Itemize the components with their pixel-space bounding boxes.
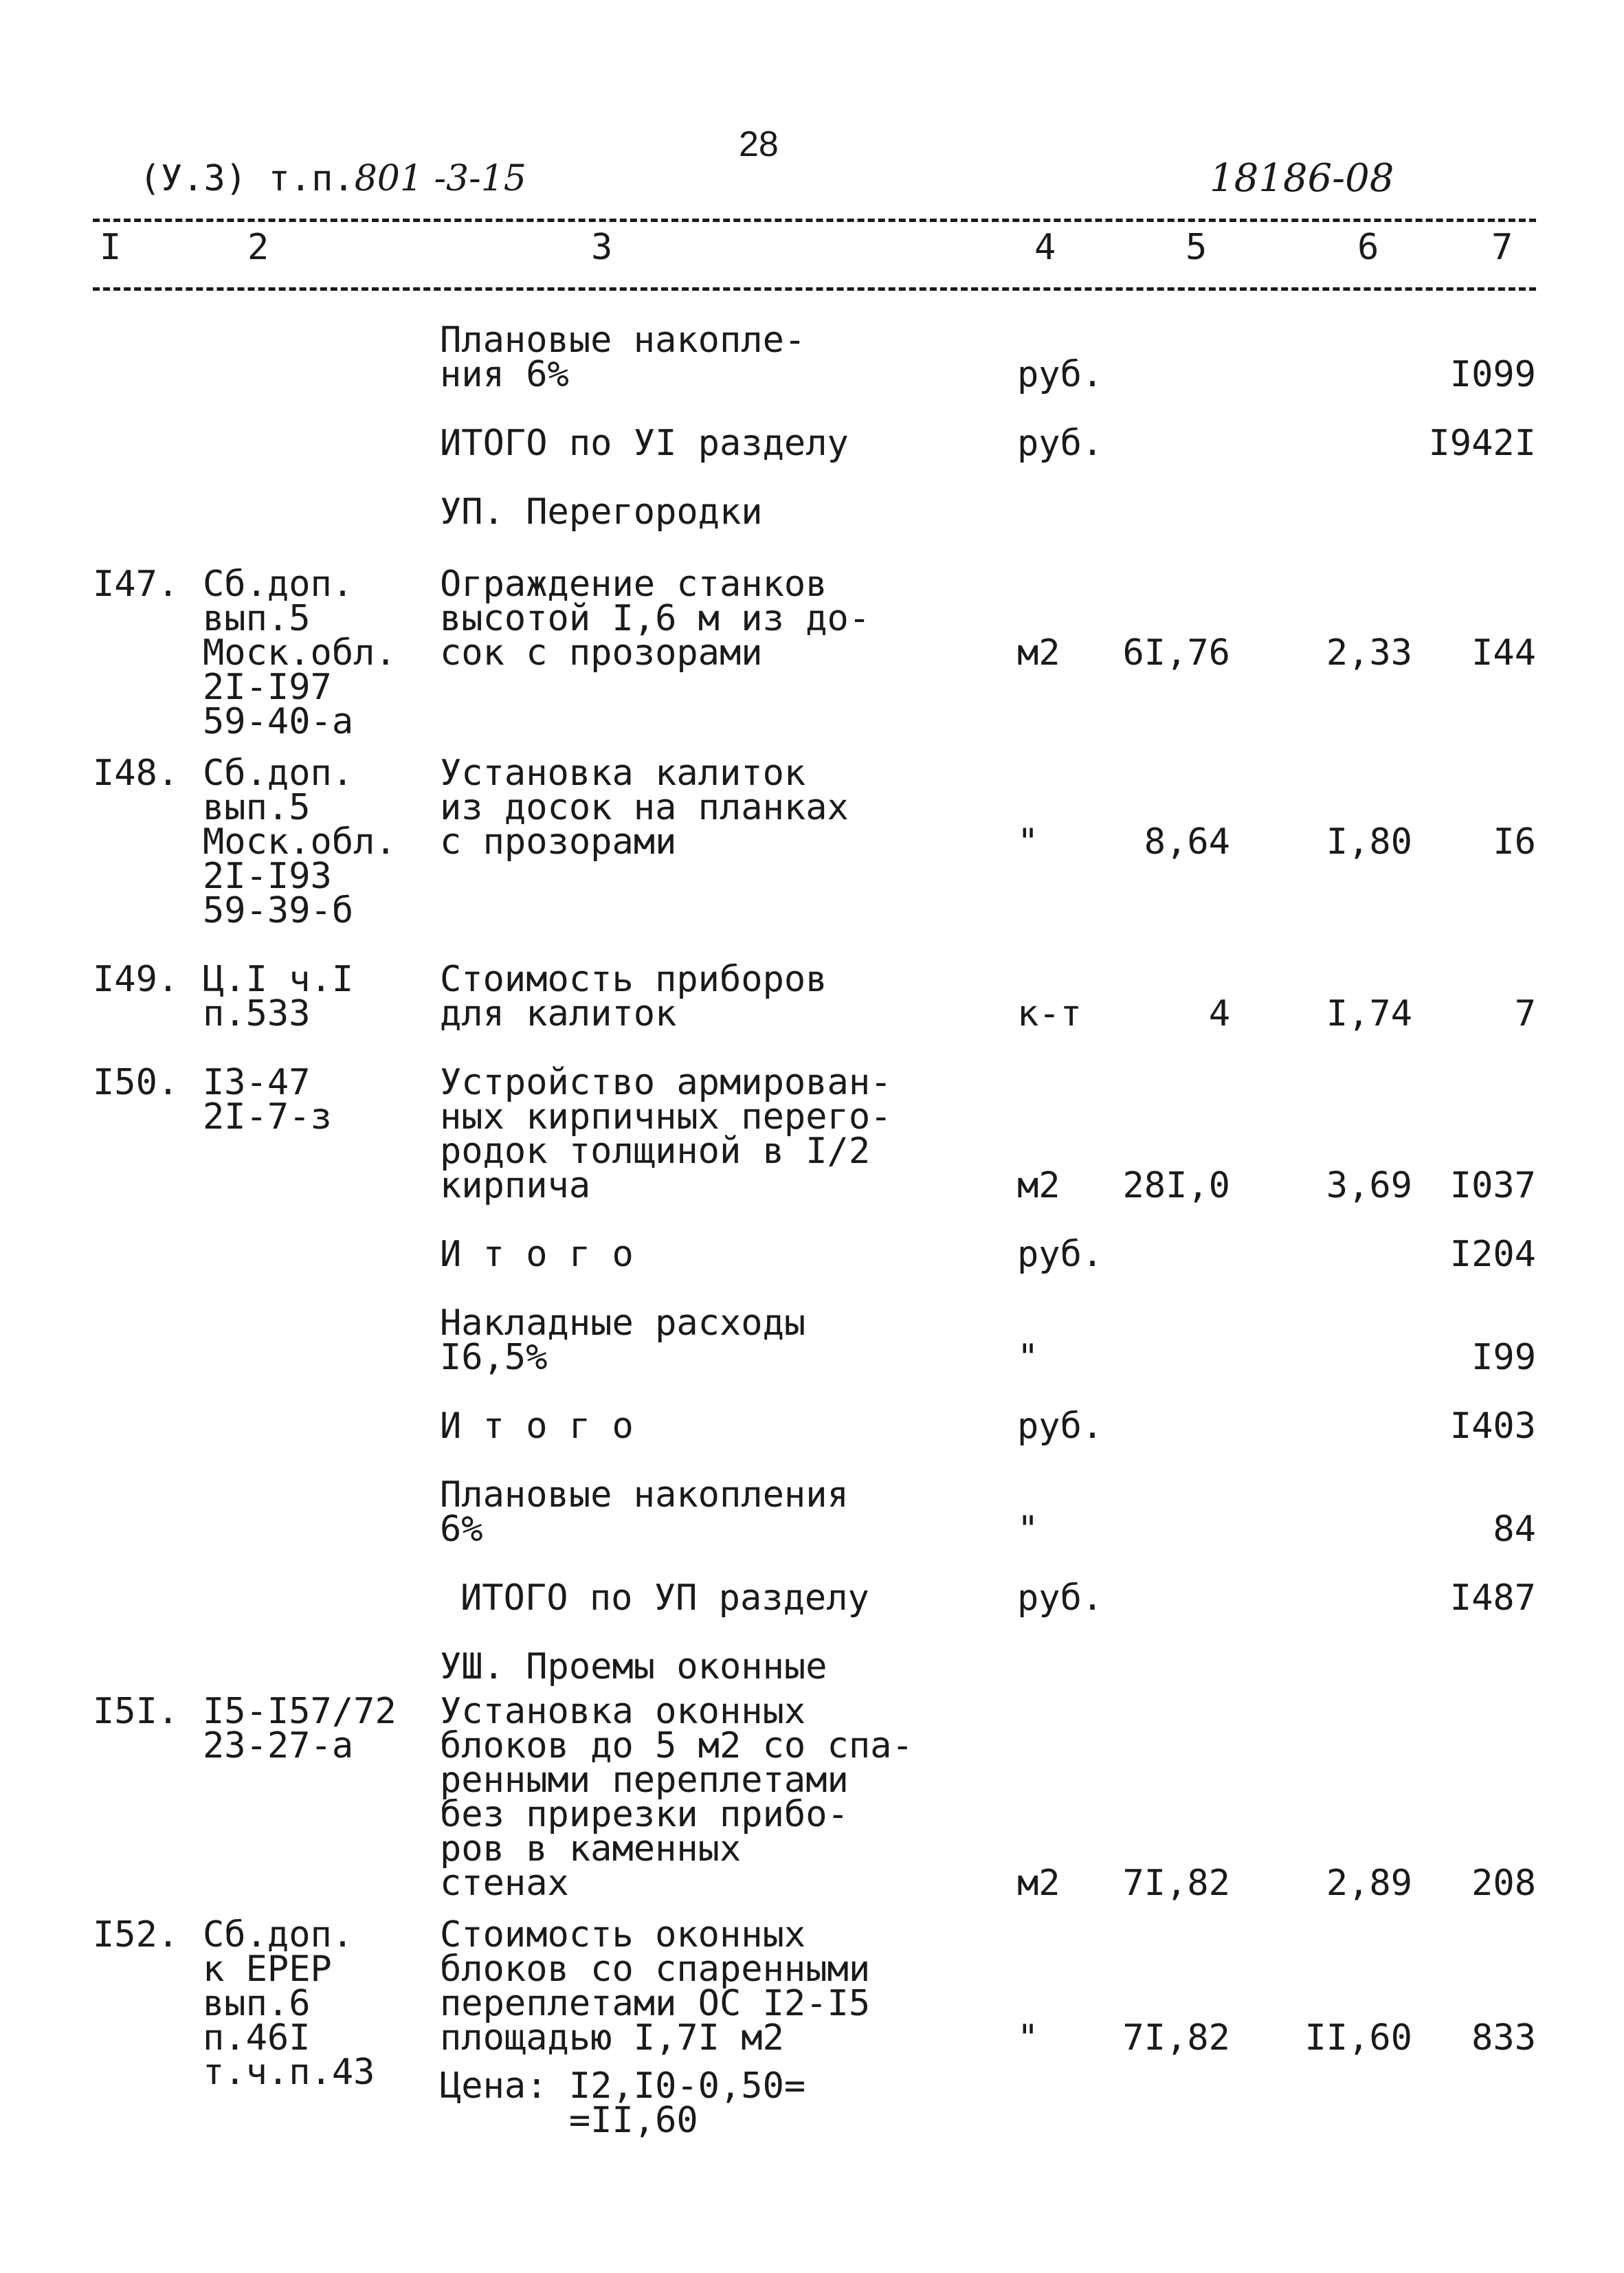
row-price: II,60 [1304,2017,1412,2059]
row-number: I48. [93,753,179,794]
row-quantity: 7I,82 [1122,1863,1230,1904]
row-description: ИТОГО по УI разделу [440,423,849,464]
col-header-7: 7 [1491,227,1513,268]
col-header-1: I [100,227,122,268]
row-description: ИТОГО по УП разделу [460,1577,869,1619]
row-description: Стоимость приборов для калиток [440,959,827,1034]
row-number: I50. [93,1062,179,1103]
row-unit: м2 [1017,1165,1060,1206]
row-price: I,74 [1326,993,1412,1034]
row-description: Накладные расходы I6,5% [440,1302,806,1378]
col-header-5: 5 [1186,227,1208,268]
row-total: I099 [1449,354,1536,395]
row-unit: м2 [1017,1863,1060,1904]
row-quantity: 8,64 [1144,821,1230,863]
row-price: 2,33 [1326,632,1412,674]
row-reference: I3-47 2I-7-з [203,1062,332,1138]
doc-ref-handwritten: 801 -3-15 [354,158,526,199]
row-total: I6 [1493,821,1536,863]
col-header-4: 4 [1034,227,1056,268]
row-price: 2,89 [1326,1863,1412,1904]
doc-ref-printed: (У.3) т.п. [139,158,355,199]
row-number: I52. [93,1914,179,1955]
row-quantity: 28I,0 [1122,1165,1230,1206]
row-description: Устройство армирован- ных кирпичных перего- родок толщиной в I/2 кирпича [440,1062,892,1206]
row-unit: руб. [1017,354,1104,395]
row-unit: руб. [1017,1406,1104,1447]
price-note: Цена: I2,I0-0,50= =II,60 [440,2065,806,2141]
header-rule-top [93,219,1536,222]
col-header-6: 6 [1357,227,1379,268]
row-description: И т о г о [440,1406,634,1447]
row-reference: Ц.I ч.I п.533 [203,959,354,1034]
row-number: I49. [93,959,179,1000]
doc-ref [96,127,526,199]
row-description: Плановые накопления 6% [440,1474,849,1550]
row-number: I5I. [93,1691,179,1732]
col-header-2: 2 [247,227,269,268]
row-reference: Сб.доп. вып.5 Моск.обл. 2I-I97 59-40-а [203,564,397,742]
row-quantity: 6I,76 [1122,632,1230,674]
row-unit: руб. [1017,1577,1104,1619]
page-number: 28 [739,124,779,164]
row-total: I037 [1449,1165,1536,1206]
row-reference: I5-I57/72 23-27-а [203,1691,397,1766]
row-number: I47. [93,564,179,605]
row-total: 7 [1514,993,1536,1034]
row-description: УП. Перегородки [440,491,763,533]
row-quantity: 7I,82 [1122,2017,1230,2059]
row-unit: " [1017,1509,1039,1550]
row-total: I487 [1449,1577,1536,1619]
row-price: 3,69 [1326,1165,1412,1206]
row-description: Стоимость оконных блоков со спаренными переплетами ОС I2-I5 площадью I,7I м2 [440,1914,871,2059]
registration-number: 18186-08 [1210,156,1394,201]
row-total: I942I [1428,423,1536,464]
row-total: 84 [1493,1509,1536,1550]
row-total: I44 [1471,632,1536,674]
row-total: I99 [1471,1337,1536,1378]
row-total: 208 [1471,1863,1536,1904]
row-description: И т о г о [440,1234,634,1275]
row-unit: руб. [1017,1234,1104,1275]
row-description: Установка оконных блоков до 5 м2 со спа- ренными переплетами без прирезки прибо- ров в каменных стенах [440,1691,913,1904]
row-unit: руб. [1017,423,1104,464]
row-unit: " [1017,1337,1039,1378]
row-description: Плановые накопле- ния 6% [440,320,806,395]
row-total: I403 [1449,1406,1536,1447]
row-unit: к-т [1017,993,1082,1034]
row-total: I204 [1449,1234,1536,1275]
row-description: Ограждение станков высотой I,6 м из до- сок с прозорами [440,564,871,674]
row-unit: " [1017,2017,1039,2059]
row-price: I,80 [1326,821,1412,863]
row-reference: Сб.доп. вып.5 Моск.обл. 2I-I93 59-39-б [203,753,397,931]
col-header-3: 3 [591,227,613,268]
row-unit: " [1017,821,1039,863]
row-description: Установка калиток из досок на планках с прозорами [440,753,849,863]
row-description: УШ. Проемы оконные [440,1646,827,1687]
row-total: 833 [1471,2017,1536,2059]
row-unit: м2 [1017,632,1060,674]
row-quantity: 4 [1208,993,1230,1034]
header-rule-bottom [93,287,1536,291]
row-reference: Сб.доп. к ЕРЕР вып.6 п.46I т.ч.п.43 [203,1914,375,2093]
